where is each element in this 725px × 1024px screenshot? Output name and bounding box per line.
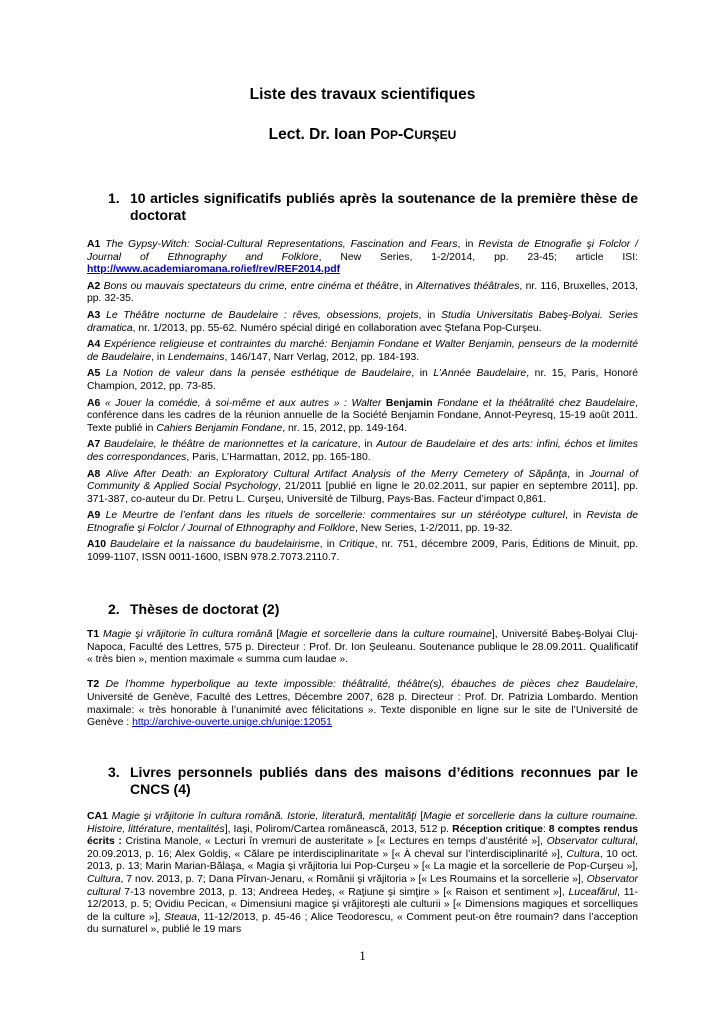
section-number: 3. xyxy=(108,764,120,780)
article-list xyxy=(87,239,638,569)
thesis-link[interactable]: http://archive-ouverte.unige.ch/unige:12051 xyxy=(132,717,332,729)
book-list xyxy=(87,811,638,941)
section-number: 1. xyxy=(108,190,120,206)
section-heading-2 xyxy=(108,601,638,618)
document-title: Liste des travaux scientifiques xyxy=(249,86,476,103)
section-title: 10 articles significatifs publiés après la soutenance de la première thèse de doctorat xyxy=(130,190,638,223)
article-entry-a5: A5 La Notion de valeur dans la pensée esthétique de Baudelaire, in L’Année Baudelaire, nr. 15, Paris, Honoré Champion, 2012, pp. 73-85. xyxy=(87,368,638,392)
author-line: Lect. Dr. Ioan POP-CURŞEU xyxy=(268,126,457,143)
section-heading-1 xyxy=(108,190,638,224)
section-title: Thèses de doctorat (2) xyxy=(130,601,280,617)
article-entry-a1: A1 The Gypsy-Witch: Social-Cultural Representations, Fascination and Fears, in Revista de Etnografie şi Folclor / Journal of Ethnography and Folklore, New Series, 1-2/2014, pp. 23-45; article ISI: http://www.academiaromana.ro/ief/rev/REF2014.pdf xyxy=(87,239,639,276)
section-title: Livres personnels publiés dans des maisons d’éditions reconnues par le CNCS (4) xyxy=(130,764,638,797)
thesis-entry-t2: T2 De l’homme hyperbolique au texte impossible: théâtralité, théâtre(s), ébauches de pièces chez Baudelaire, Université de Genève, Faculté des Lettres, Décembre 2007, 628 p. Directeur : Prof. Dr. Patrizia Lombardo. Mention maximale: « très honorable à l’unanimité avec félicitations ». Texte disponible en ligne sur le site de l’Université de Genève : http://archive-ouverte.unige.ch/unige:12051 xyxy=(87,679,639,729)
article-entry-a6: A6 « Jouer la comédie, à soi-même et aux autres » : Walter Benjamin Fondane et la théâtralité chez Baudelaire, conférence dans les cadres de la réunion annuelle de la Société Benjamin Fondane, Annot-Peyresq, 15-19 août 2011. Texte publié in Cahiers Benjamin Fondane, nr. 15, 2012, pp. 149-164. xyxy=(87,397,638,434)
article-entry-a7: A7 Baudelaire, le théâtre de marionnettes et la caricature, in Autour de Baudelaire et des arts: infini, échos et limites des correspondances, Paris, L’Harmattan, 2012, pp. 165-180. xyxy=(87,439,638,463)
book-entry-ca1: CA1 Magie şi vrăjitorie în cultura română. Istorie, literatură, mentalităţi [Magie et sorcellerie dans la culture roumaine. Histoire, littérature, mentalités], Iaşi, Polirom/Cartea românească, 2013, 512 p. Réception critique: 8 comptes rendus écrits : Cristina Manole, « Lecturi în vremuri de austeritate » [« Lectures en temps d’austérité »], Observator cultural, 20.09.2013, p. 16; Alex Goldiş, « Călare pe interdisciplinaritate » [« À cheval sur l’interdisciplinarité »], Cultura, 10 oct. 2013, p. 13; Marin Marian-Bălaşa, « Magia şi vrăjitoria lui Pop-Curşeu » [« La magie et la sorcellerie de Pop-Curşeu »], Cultura, 7 nov. 2013, p. 7; Dana Pîrvan-Jenaru, « Românii şi vrăjitoria » [« Les Roumains et la sorcellerie »], Observator cultural 7-13 novembre 2013, p. 13; Andreea Hedeş, « Raţiune şi simţire » [« Raison et sentiment »], Luceafărul, 11-12/2013, p. 5; Ovidiu Pecican, « Dimensiuni magice şi vrăjitoreşti ale culturii » [« Dimensions magiques et sorcelliques de la culture »], Steaua, 11-12/2013, p. 45-46 ; Alice Teodorescu, « Comment peut-on être roumain? dans l’acception du surnaturel », publié le 19 mars xyxy=(87,811,639,936)
article-entry-a3: A3 Le Théâtre nocturne de Baudelaire : rêves, obsessions, projets, in Studia Universitatis Babeş-Bolyai. Series dramatica, nr. 1/2013, pp. 55-62. Numéro spécial dirigé en collaboration avec Ştefana Pop-Curşeu. xyxy=(87,309,639,334)
page-number: 1 xyxy=(359,948,366,963)
article-entry-a2: A2 Bons ou mauvais spectateurs du crime, entre cinéma et théâtre, in Alternatives théâtrales, nr. 116, Bruxelles, 2013, pp. 32-35. xyxy=(87,280,639,305)
article-entry-a8: A8 Alive After Death: an Exploratory Cultural Artifact Analysis of the Merry Cemetery of Săpânţa, in Journal of Community & Applied Social Psychology, 21/2011 [publié en ligne le 20.02.2011, sur papier en septembre 2011], pp. 371-387, co-auteur du Dr. Petru L. Curşeu, Université de Tilburg, Pays-Bas. Facteur d’impact 0,861. xyxy=(87,468,639,505)
article-entry-a4: A4 Expérience religieuse et contraintes du marché: Benjamin Fondane et Walter Benjamin, penseurs de la modernité de Baudelaire, in Lendemains, 146/147, Narr Verlag, 2012, pp. 184-193. xyxy=(87,339,638,363)
article-entry-a10: A10 Baudelaire et la naissance du baudelairisme, in Critique, nr. 751, décembre 2009, Paris, Éditions de Minuit, pp. 1099-1107, ISSN 0011-1600, ISBN 978.2.7073.2110.7. xyxy=(87,539,639,564)
section-heading-3 xyxy=(108,764,638,798)
thesis-list xyxy=(87,629,638,742)
article-entry-a9: A9 Le Meurtre de l’enfant dans les rituels de sorcellerie: commentaires sur un stéréotype culturel, in Revista de Etnografie şi Folclor / Journal of Ethnography and Folklore, New Series, 1-2/2011, pp. 19-32. xyxy=(87,510,639,534)
article-link[interactable]: http://www.academiaromana.ro/ief/rev/REF2014.pdf xyxy=(87,264,341,276)
thesis-entry-t1: T1 Magie şi vrăjitorie în cultura română [Magie et sorcellerie dans la culture roumaine], Université Babeş-Bolyai Cluj-Napoca, Faculté des Lettres, 575 p. Directeur : Prof. Dr. Ion Şeuleanu. Soutenance publique le 28.09.2011. Qualificatif « très bien », mention maximale « summa cum laudae ». xyxy=(87,629,638,666)
section-number: 2. xyxy=(108,601,120,617)
